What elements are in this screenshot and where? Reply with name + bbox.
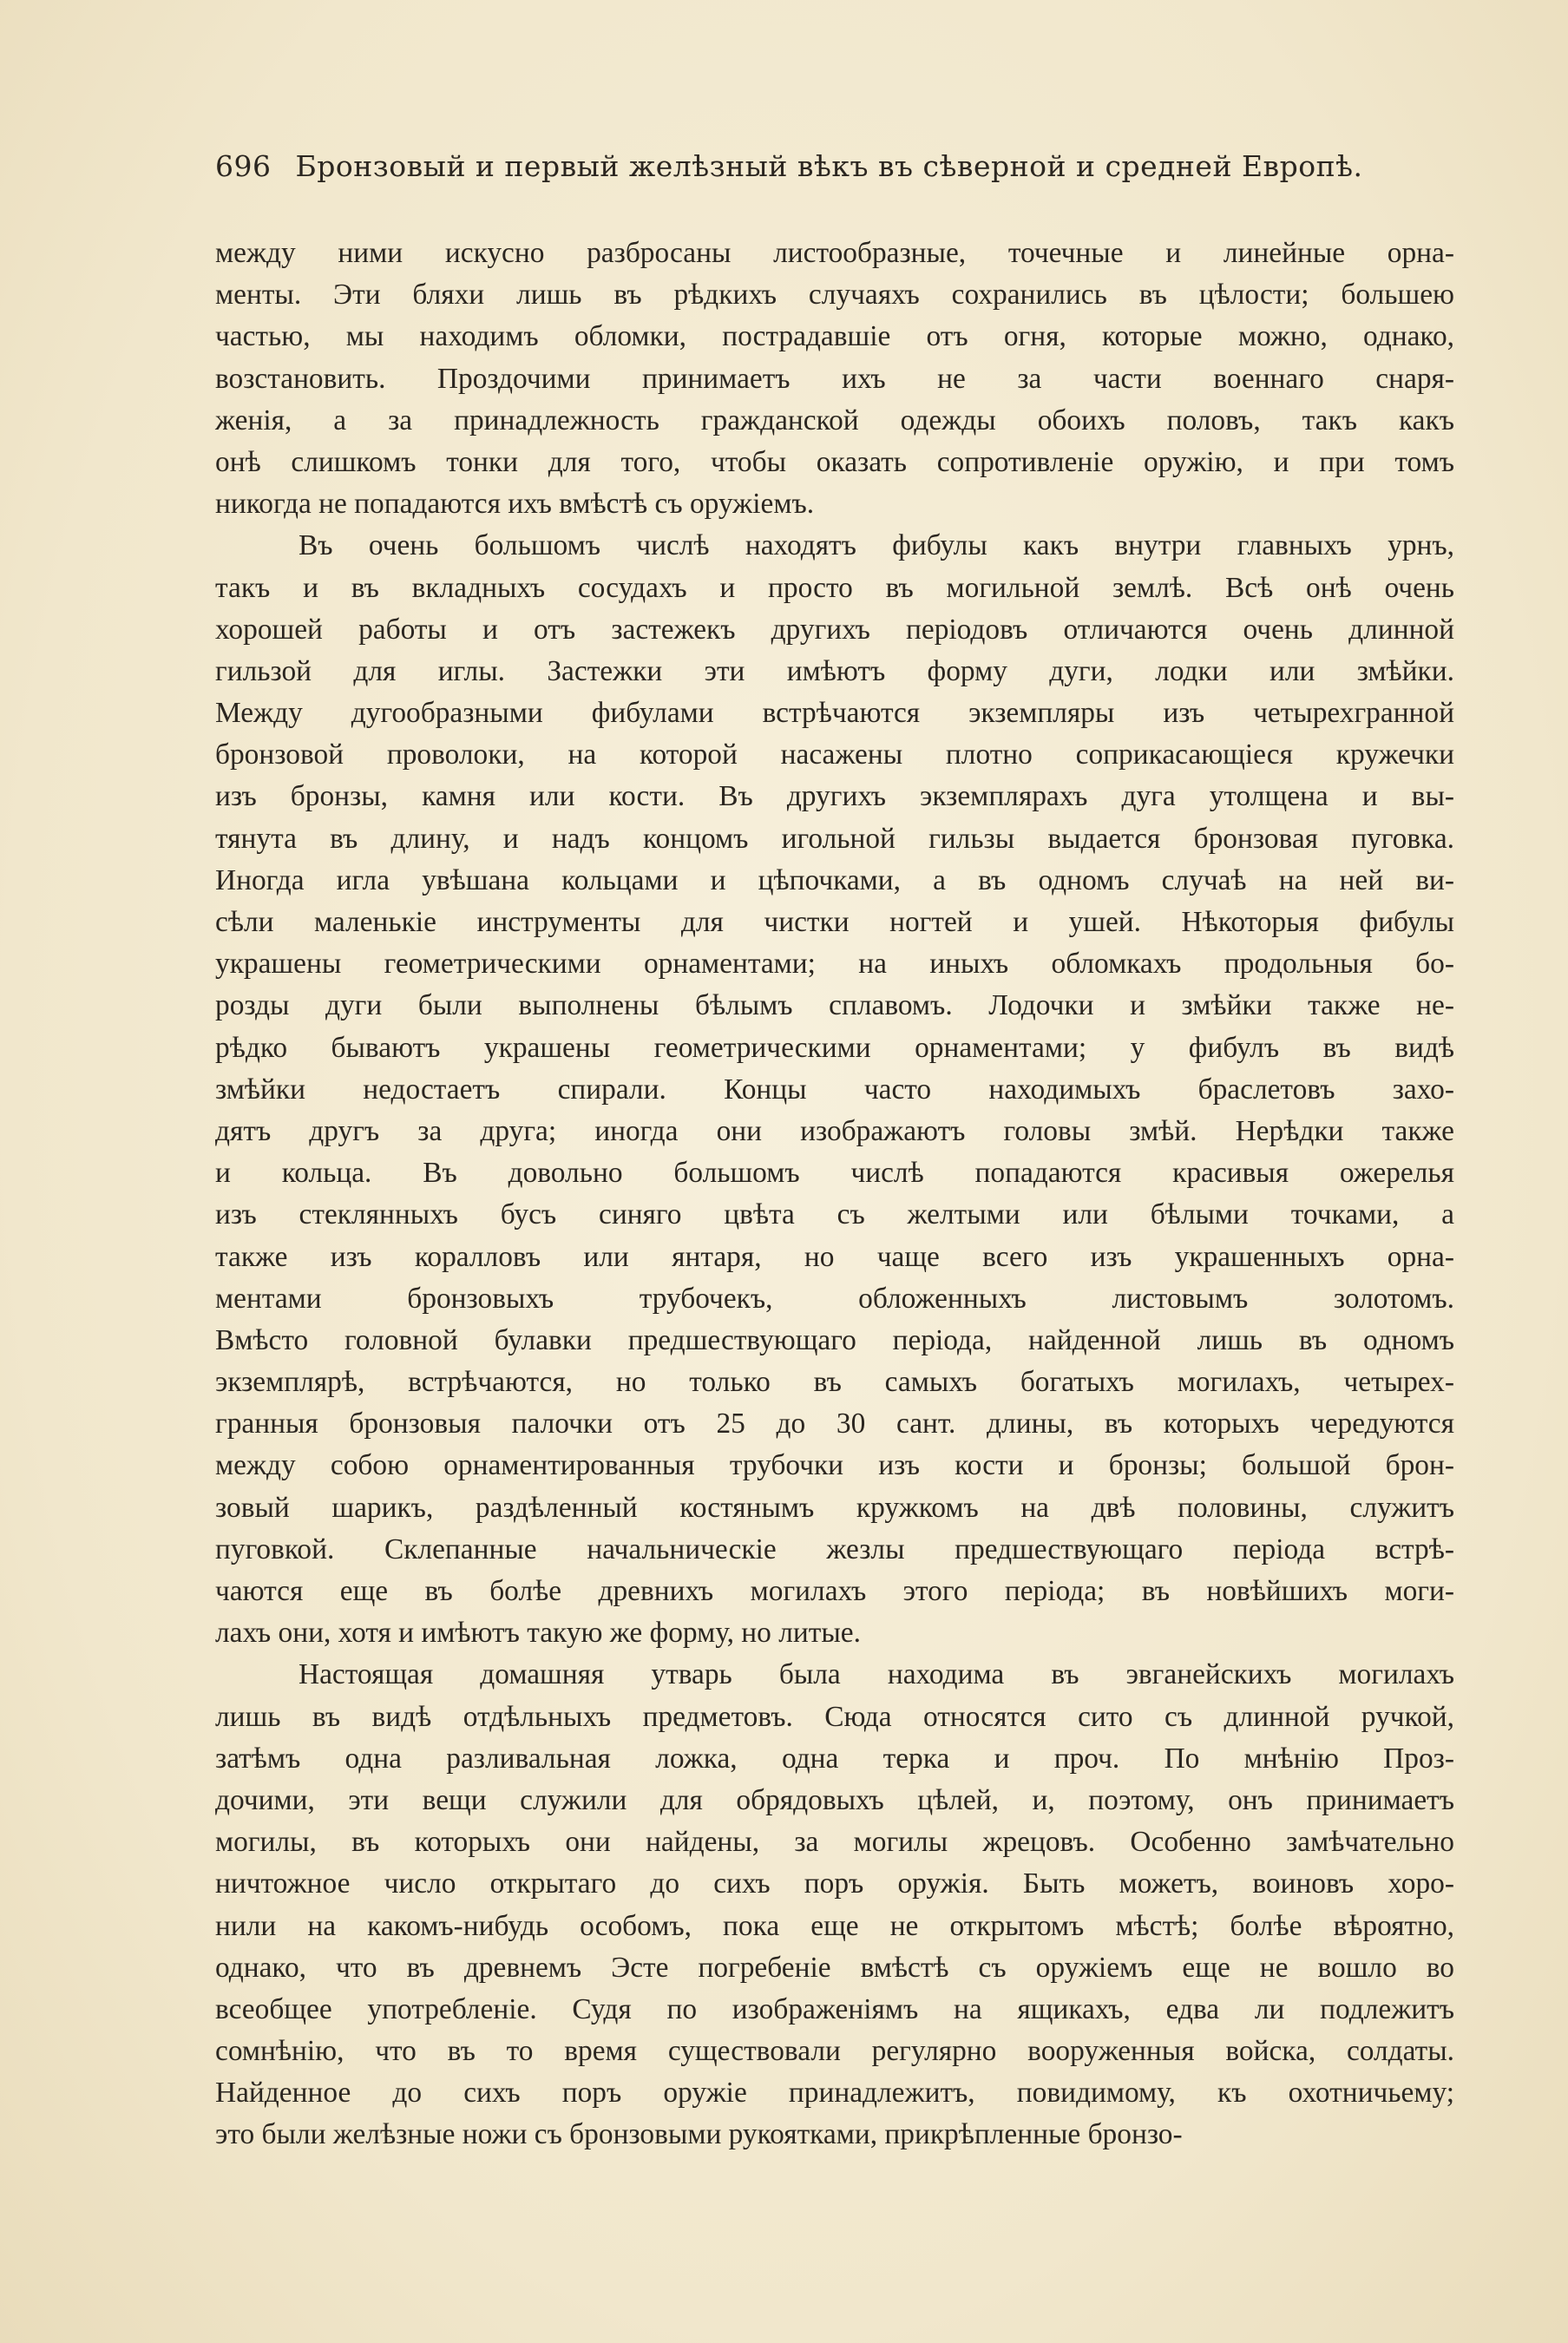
text-line: никогда не попадаются ихъ вмѣстѣ съ оружiемъ.	[215, 488, 815, 521]
text-line: могилы, въ которыхъ они найдены, за могилы жрецовъ. Особенно замѣчательно	[215, 1826, 1454, 1859]
text-line: дочими, эти вещи служили для обрядовыхъ цѣлей, и, поэтому, онъ принимаетъ	[215, 1783, 1454, 1816]
text-line: и кольца. Въ довольно большомъ числѣ попадаются красивыя ожерелья	[215, 1157, 1454, 1190]
text-line: тянута въ длину, и надъ концомъ игольной гильзы выдается бронзовая пуговка.	[215, 822, 1454, 855]
text-line: изъ бронзы, камня или кости. Въ другихъ экземплярахъ дуга утолщена и вы-	[215, 780, 1454, 813]
text-line: также изъ кораллoвъ или янтаря, но чаще всего изъ украшенныхъ орна-	[215, 1240, 1454, 1273]
text-line: между собою орнаментированныя трубочки изъ кости и бронзы; большой брон-	[215, 1449, 1454, 1482]
text-line: лишь въ видѣ отдѣльныхъ предметовъ. Сюда относятся сито съ длинной ручкой,	[215, 1700, 1454, 1733]
text-line: лахъ они, хотя и имѣютъ такую же форму, но литые.	[215, 1617, 861, 1650]
text-line: экземплярѣ, встрѣчаются, но только въ самыхъ богатыхъ могилахъ, четырех-	[215, 1366, 1454, 1399]
text-line: менты. Эти бляхи лишь въ рѣдкихъ случаяхъ сохранились въ цѣлости; большею	[215, 279, 1454, 312]
text-line: змѣйки недостаетъ спирали. Концы часто находимыхъ браслетовъ захо-	[215, 1073, 1454, 1106]
paragraph	[215, 1654, 1454, 2156]
text-line: розды дуги были выполнены бѣлымъ сплавомъ. Лодочки и змѣйки также не-	[215, 989, 1454, 1022]
text-line: Иногда игла увѣшана кольцами и цѣпочками, а въ одномъ случаѣ на ней ви-	[215, 863, 1454, 896]
paragraph	[215, 233, 1454, 525]
page-number: 696	[215, 149, 272, 183]
text-line: гильзой для иглы. Застежки эти имѣютъ форму дуги, лодки или змѣйки.	[215, 654, 1454, 687]
text-line: Настоящая домашняя утварь была находима въ эвганейскихъ могилахъ	[299, 1658, 1454, 1691]
text-line: Между дугообразными фибулами встрѣчаются экземпляры изъ четырехгранной	[215, 697, 1454, 730]
text-line: онѣ слишкомъ тонки для того, чтобы оказать сопротивленiе оружiю, и при томъ	[215, 445, 1454, 478]
text-line: рѣдко бываютъ украшены геометрическими орнаментами; у фибулъ въ видѣ	[215, 1031, 1454, 1064]
text-line: ментами бронзовыхъ трубочекъ, обложенныхъ листовымъ золотомъ.	[215, 1282, 1454, 1315]
text-line: украшены геометрическими орнаментами; на иныхъ обломкахъ продольныя бо-	[215, 948, 1454, 981]
running-header	[215, 149, 1378, 183]
text-line: частью, мы находимъ обломки, пострадавшiе отъ огня, которые можно, однако,	[215, 320, 1454, 353]
text-line: бронзовой проволоки, на которой насажены плотно соприкасающiеся кружечки	[215, 738, 1454, 771]
text-line: изъ стеклянныхъ бусъ синяго цвѣта съ желтыми или бѣлыми точками, а	[215, 1198, 1454, 1231]
text-line: сѣли маленькiе инструменты для чистки ногтей и ушей. Нѣкоторыя фибулы	[215, 906, 1454, 938]
text-line: нили на какомъ-нибудь особомъ, пока еще не открытомъ мѣстѣ; болѣе вѣроятно,	[215, 1909, 1454, 1942]
text-line: Вмѣсто головной булавки предшествующаго перiода, найденной лишь въ одномъ	[215, 1323, 1454, 1356]
text-line: возстановить. Проздочими принимаетъ ихъ не за части военнаго снаря-	[215, 362, 1454, 395]
text-line: это были желѣзные ножи съ бронзовыми рукоятками, прикрѣпленные бронзо-	[215, 2118, 1183, 2151]
text-line: женiя, а за принадлежность гражданской одежды обоихъ половъ, такъ какъ	[215, 404, 1454, 436]
text-line: Въ очень большомъ числѣ находятъ фибулы какъ внутри главныхъ урнъ,	[299, 529, 1454, 562]
text-line: всеобщее употребленiе. Судя по изображенiямъ на ящикахъ, едва ли подлежитъ	[215, 1992, 1454, 2025]
text-line: такъ и въ вкладныхъ сосудахъ и просто въ могильной землѣ. Всѣ онѣ очень	[215, 571, 1454, 604]
text-line: между ними искусно разбросаны листообразные, точечные и линейные орна-	[215, 237, 1454, 269]
body-text	[215, 233, 1454, 2156]
text-line: однако, что въ древнемъ Эсте погребенiе вмѣстѣ съ оружiемъ еще не вошло во	[215, 1951, 1454, 1984]
text-line: гранныя бронзовыя палочки отъ 25 до 30 сант. длины, въ которыхъ чередуются	[215, 1408, 1454, 1441]
text-line: Найденное до сихъ поръ оружiе принадлежитъ, повидимому, къ охотничьему;	[215, 2077, 1454, 2110]
paragraph-container	[215, 233, 1454, 2156]
text-line: пуговкой. Склепанные начальническiе жезлы предшествующаго перiода встрѣ-	[215, 1532, 1454, 1565]
text-line: зовый шарикъ, раздѣленный костянымъ кружкомъ на двѣ половины, служитъ	[215, 1491, 1454, 1524]
paragraph	[215, 525, 1454, 1654]
text-line: хорошей работы и отъ застежекъ другихъ перiодовъ отличаются очень длинной	[215, 613, 1454, 646]
text-line: чаются еще въ болѣе древнихъ могилахъ этого перiода; въ новѣйшихъ моги-	[215, 1575, 1454, 1607]
text-line: сомнѣнiю, что въ то время существовали регулярно вооруженныя войска, солдаты.	[215, 2035, 1454, 2068]
text-line: затѣмъ одна разливальная ложка, одна терка и проч. По мнѣнiю Проз-	[215, 1742, 1454, 1775]
text-line: дятъ другъ за друга; иногда они изображаютъ головы змѣй. Нерѣдки также	[215, 1114, 1454, 1147]
text-line: ничтожное число открытаго до сихъ поръ оружiя. Быть можетъ, воиновъ хоро-	[215, 1867, 1454, 1900]
running-title: Бронзовый и первый желѣзный вѣкъ въ сѣверной и средней Европѣ.	[295, 149, 1363, 183]
